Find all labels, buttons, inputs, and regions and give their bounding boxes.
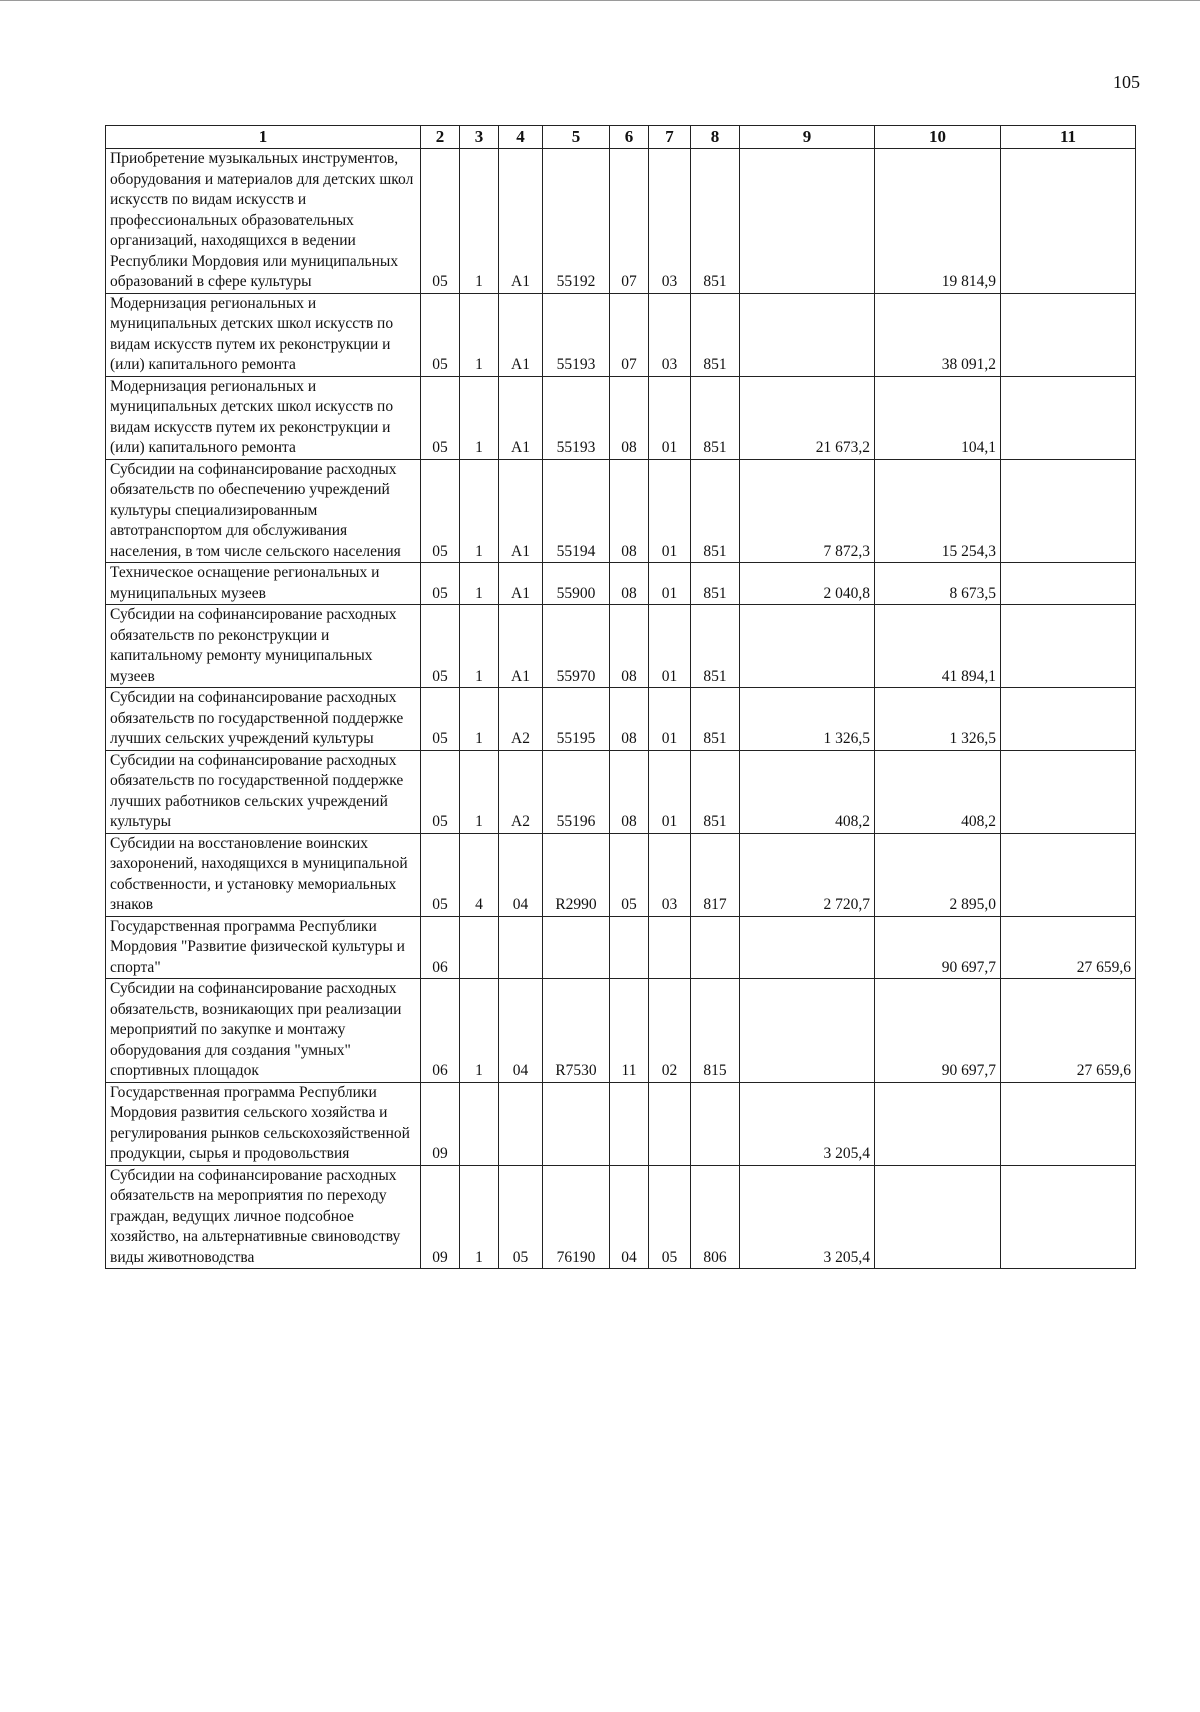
activity-code: А1	[499, 605, 543, 688]
program-code: 05	[421, 376, 460, 459]
subprogram-code: 1	[460, 750, 499, 833]
subprogram-code: 1	[460, 293, 499, 376]
program-code: 09	[421, 1082, 460, 1165]
page-number: 105	[1113, 72, 1140, 92]
activity-code: А2	[499, 688, 543, 751]
ministry-code: 851	[691, 376, 740, 459]
section-code: 08	[610, 376, 649, 459]
table-row	[106, 605, 1136, 688]
ministry-code: 851	[691, 293, 740, 376]
column-header: 5	[543, 126, 610, 149]
activity-code: А1	[499, 459, 543, 563]
section-code	[610, 916, 649, 979]
subsection-code: 01	[649, 750, 691, 833]
subsection-code: 01	[649, 376, 691, 459]
column-header: 10	[875, 126, 1001, 149]
subprogram-code: 1	[460, 149, 499, 294]
ministry-code: 851	[691, 459, 740, 563]
table-row	[106, 750, 1136, 833]
column-header: 9	[740, 126, 875, 149]
subsection-code: 03	[649, 149, 691, 294]
amount-col-11	[1001, 293, 1136, 376]
amount-col-11	[1001, 750, 1136, 833]
item-description: Субсидии на восстановление воинских захоронений, находящихся в муниципальной собственности, и установку мемориальных знаков	[106, 833, 421, 916]
amount-col-11	[1001, 563, 1136, 605]
section-code: 08	[610, 563, 649, 605]
ministry-code: 815	[691, 979, 740, 1083]
budget-table	[105, 125, 1136, 1269]
activity-code: А1	[499, 293, 543, 376]
direction-code: 55193	[543, 376, 610, 459]
section-code: 08	[610, 459, 649, 563]
table-header-row	[106, 126, 1136, 149]
direction-code: 55196	[543, 750, 610, 833]
section-code: 08	[610, 688, 649, 751]
activity-code: А1	[499, 376, 543, 459]
program-code: 06	[421, 979, 460, 1083]
amount-col-10	[875, 1082, 1001, 1165]
activity-code: 04	[499, 833, 543, 916]
direction-code: 55194	[543, 459, 610, 563]
subsection-code: 01	[649, 688, 691, 751]
direction-code: 55970	[543, 605, 610, 688]
item-description: Государственная программа Республики Мордовия развития сельского хозяйства и регулирования рынков сельскохозяйственной продукции, сырья и продовольствия	[106, 1082, 421, 1165]
ministry-code: 817	[691, 833, 740, 916]
table-body	[106, 149, 1136, 1269]
section-code: 11	[610, 979, 649, 1083]
amount-col-10	[875, 1165, 1001, 1269]
program-code: 05	[421, 833, 460, 916]
table-row	[106, 293, 1136, 376]
amount-col-9	[740, 979, 875, 1083]
amount-col-11	[1001, 605, 1136, 688]
amount-col-10: 90 697,7	[875, 916, 1001, 979]
subprogram-code: 4	[460, 833, 499, 916]
amount-col-9: 2 040,8	[740, 563, 875, 605]
ministry-code	[691, 916, 740, 979]
amount-col-11	[1001, 459, 1136, 563]
subsection-code: 01	[649, 605, 691, 688]
amount-col-9: 21 673,2	[740, 376, 875, 459]
subprogram-code: 1	[460, 563, 499, 605]
subsection-code: 05	[649, 1165, 691, 1269]
section-code: 07	[610, 293, 649, 376]
table-row	[106, 1082, 1136, 1165]
section-code: 04	[610, 1165, 649, 1269]
amount-col-10: 408,2	[875, 750, 1001, 833]
item-description: Модернизация региональных и муниципальных детских школ искусств по видам искусств путем их реконструкции и (или) капитального ремонта	[106, 293, 421, 376]
activity-code: А1	[499, 563, 543, 605]
ministry-code: 851	[691, 605, 740, 688]
item-description: Государственная программа Республики Мордовия "Развитие физической культуры и спорта"	[106, 916, 421, 979]
subprogram-code: 1	[460, 459, 499, 563]
item-description: Субсидии на софинансирование расходных обязательств, возникающих при реализации мероприятий по закупке и монтажу оборудования для создания "умных" спортивных площадок	[106, 979, 421, 1083]
amount-col-9: 1 326,5	[740, 688, 875, 751]
subprogram-code: 1	[460, 376, 499, 459]
amount-col-9: 3 205,4	[740, 1165, 875, 1269]
direction-code: 55193	[543, 293, 610, 376]
program-code: 05	[421, 459, 460, 563]
item-description: Приобретение музыкальных инструментов, оборудования и материалов для детских школ искусств по видам искусств и профессиональных образовательных организаций, находящихся в ведении Республики Мордовия или муниципальных образований в сфере культуры	[106, 149, 421, 294]
table-row	[106, 916, 1136, 979]
subprogram-code: 1	[460, 979, 499, 1083]
program-code: 05	[421, 293, 460, 376]
column-header: 7	[649, 126, 691, 149]
program-code: 05	[421, 750, 460, 833]
amount-col-9: 2 720,7	[740, 833, 875, 916]
amount-col-11: 27 659,6	[1001, 916, 1136, 979]
direction-code: 55192	[543, 149, 610, 294]
subprogram-code	[460, 1082, 499, 1165]
amount-col-9: 408,2	[740, 750, 875, 833]
section-code	[610, 1082, 649, 1165]
item-description: Модернизация региональных и муниципальных детских школ искусств по видам искусств путем их реконструкции и (или) капитального ремонта	[106, 376, 421, 459]
amount-col-10: 8 673,5	[875, 563, 1001, 605]
activity-code	[499, 916, 543, 979]
amount-col-11	[1001, 688, 1136, 751]
column-header: 3	[460, 126, 499, 149]
direction-code: 76190	[543, 1165, 610, 1269]
direction-code: 55195	[543, 688, 610, 751]
program-code: 09	[421, 1165, 460, 1269]
subsection-code: 03	[649, 293, 691, 376]
ministry-code	[691, 1082, 740, 1165]
activity-code: 05	[499, 1165, 543, 1269]
program-code: 06	[421, 916, 460, 979]
amount-col-10: 19 814,9	[875, 149, 1001, 294]
program-code: 05	[421, 563, 460, 605]
direction-code: R2990	[543, 833, 610, 916]
amount-col-11	[1001, 376, 1136, 459]
column-header: 4	[499, 126, 543, 149]
direction-code	[543, 916, 610, 979]
section-code: 07	[610, 149, 649, 294]
program-code: 05	[421, 149, 460, 294]
ministry-code: 851	[691, 149, 740, 294]
subsection-code: 01	[649, 459, 691, 563]
item-description: Субсидии на софинансирование расходных обязательств по реконструкции и капитальному ремонту муниципальных музеев	[106, 605, 421, 688]
amount-col-9: 3 205,4	[740, 1082, 875, 1165]
table-row	[106, 1165, 1136, 1269]
amount-col-10: 15 254,3	[875, 459, 1001, 563]
subsection-code: 02	[649, 979, 691, 1083]
section-code: 05	[610, 833, 649, 916]
amount-col-11	[1001, 149, 1136, 294]
item-description: Субсидии на софинансирование расходных обязательств по обеспечению учреждений культуры специализированным автотранспортом для обслуживания населения, в том числе сельского населения	[106, 459, 421, 563]
item-description: Субсидии на софинансирование расходных обязательств по государственной поддержке лучших работников сельских учреждений культуры	[106, 750, 421, 833]
subsection-code	[649, 916, 691, 979]
ministry-code: 851	[691, 688, 740, 751]
column-header: 11	[1001, 126, 1136, 149]
column-header: 8	[691, 126, 740, 149]
direction-code	[543, 1082, 610, 1165]
table-row	[106, 376, 1136, 459]
amount-col-10: 41 894,1	[875, 605, 1001, 688]
column-header: 6	[610, 126, 649, 149]
amount-col-11	[1001, 833, 1136, 916]
activity-code: А1	[499, 149, 543, 294]
activity-code	[499, 1082, 543, 1165]
program-code: 05	[421, 605, 460, 688]
section-code: 08	[610, 750, 649, 833]
amount-col-11	[1001, 1082, 1136, 1165]
table-row	[106, 979, 1136, 1083]
amount-col-10: 2 895,0	[875, 833, 1001, 916]
subprogram-code: 1	[460, 688, 499, 751]
amount-col-10: 104,1	[875, 376, 1001, 459]
table-row	[106, 833, 1136, 916]
amount-col-9: 7 872,3	[740, 459, 875, 563]
table-row	[106, 688, 1136, 751]
amount-col-9	[740, 605, 875, 688]
amount-col-9	[740, 293, 875, 376]
item-description: Субсидии на софинансирование расходных обязательств по государственной поддержке лучших сельских учреждений культуры	[106, 688, 421, 751]
amount-col-10: 1 326,5	[875, 688, 1001, 751]
amount-col-11: 27 659,6	[1001, 979, 1136, 1083]
subprogram-code: 1	[460, 1165, 499, 1269]
column-header: 1	[106, 126, 421, 149]
amount-col-10: 38 091,2	[875, 293, 1001, 376]
column-header: 2	[421, 126, 460, 149]
activity-code: 04	[499, 979, 543, 1083]
amount-col-9	[740, 916, 875, 979]
section-code: 08	[610, 605, 649, 688]
subsection-code: 03	[649, 833, 691, 916]
table-row	[106, 459, 1136, 563]
activity-code: А2	[499, 750, 543, 833]
subsection-code: 01	[649, 563, 691, 605]
amount-col-11	[1001, 1165, 1136, 1269]
subprogram-code: 1	[460, 605, 499, 688]
subsection-code	[649, 1082, 691, 1165]
program-code: 05	[421, 688, 460, 751]
ministry-code: 851	[691, 563, 740, 605]
table-row	[106, 149, 1136, 294]
subprogram-code	[460, 916, 499, 979]
top-border-line	[0, 0, 1200, 4]
amount-col-10: 90 697,7	[875, 979, 1001, 1083]
direction-code: 55900	[543, 563, 610, 605]
ministry-code: 851	[691, 750, 740, 833]
amount-col-9	[740, 149, 875, 294]
ministry-code: 806	[691, 1165, 740, 1269]
direction-code: R7530	[543, 979, 610, 1083]
item-description: Техническое оснащение региональных и муниципальных музеев	[106, 563, 421, 605]
table-row	[106, 563, 1136, 605]
item-description: Субсидии на софинансирование расходных обязательств на мероприятия по переходу граждан, ведущих личное подсобное хозяйство, на альтернативные свиноводству виды животноводства	[106, 1165, 421, 1269]
